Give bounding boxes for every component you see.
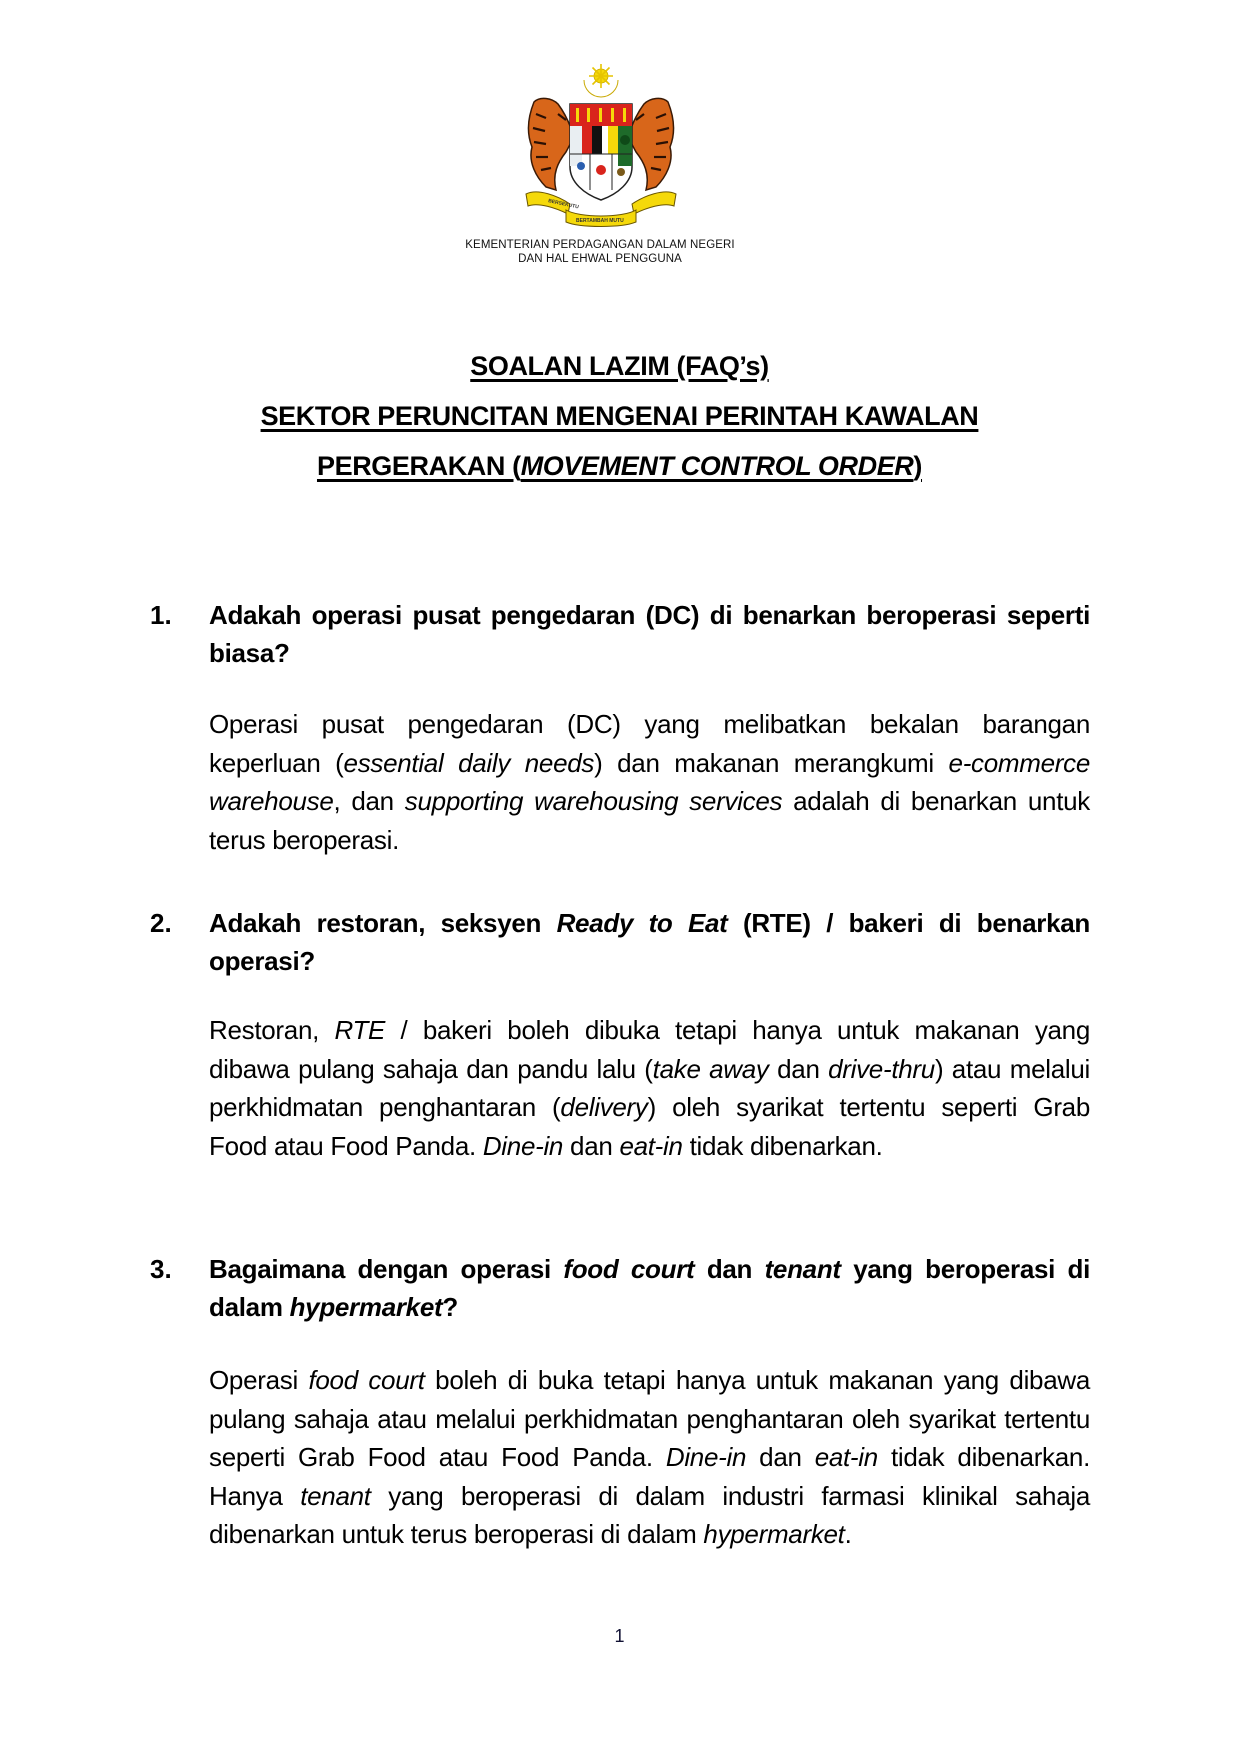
title-line-text <box>470 351 768 381</box>
faq-answer <box>209 705 1090 859</box>
title-line-text <box>317 451 922 481</box>
coat-of-arms-icon <box>518 62 684 228</box>
faq-number: 3. <box>150 1254 172 1284</box>
text-run: tidak dibenarkan. Hanya <box>209 1442 1090 1511</box>
italic-text-run: MOVEMENT CONTROL ORDER <box>520 451 914 481</box>
italic-text-run: e-commerce warehouse <box>209 747 1091 816</box>
italic-text-run: drive-thru <box>828 1053 935 1084</box>
text-run: dan <box>746 1442 815 1472</box>
title-line-text <box>261 401 979 431</box>
text-run: yang beroperasi di dalam industri farmasi klinikal sahaja dibenarkan untuk terus beroperasi di dalam <box>209 1480 1090 1549</box>
text-run: ) atau melalui perkhidmatan penghantaran ( <box>209 1053 1090 1122</box>
text-run: / bakeri boleh dibuka tetapi hanya untuk makanan yang dibawa pulang sahaja dan pandu lalu ( <box>209 1015 1091 1084</box>
ministry-logo-block <box>440 52 760 278</box>
italic-text-run: Ready to Eat <box>556 908 728 938</box>
text-run: , dan <box>333 786 405 816</box>
italic-text-run: tenant <box>300 1480 371 1511</box>
text-run: adalah di benarkan untuk terus beroperasi. <box>209 786 1090 855</box>
text-run: Adakah operasi pusat pengedaran (DC) di benarkan beroperasi seperti biasa? <box>209 600 1090 668</box>
title-line <box>0 448 1239 485</box>
text-run: Bagaimana dengan operasi <box>209 1254 564 1284</box>
italic-text-run: food court <box>563 1254 695 1284</box>
text-run: Operasi <box>209 1365 309 1395</box>
italic-text-run: hypermarket <box>289 1292 443 1322</box>
italic-text-run: hypermarket <box>703 1519 845 1549</box>
italic-text-run: take away <box>652 1053 769 1084</box>
text-run: Operasi pusat pengedaran (DC) yang melibatkan bekalan barangan keperluan ( <box>209 709 1090 778</box>
text-run: ? <box>442 1292 458 1322</box>
title-line <box>0 348 1239 385</box>
italic-text-run: Dine-in <box>665 1442 747 1472</box>
faq-number: 2. <box>150 908 172 938</box>
italic-text-run: food court <box>308 1365 425 1395</box>
text-run: dan <box>563 1130 620 1161</box>
text-run: ) oleh syarikat tertentu seperti Grab Food atau Food Panda. <box>209 1092 1091 1161</box>
faq-answer <box>209 1011 1090 1165</box>
ministry-name-line-2: DAN HAL EHWAL PENGGUNA <box>518 253 682 265</box>
crest-motto-left: BERSEKUTU <box>547 198 580 211</box>
faq-question <box>209 596 1090 672</box>
italic-text-run: supporting warehousing services <box>404 786 783 816</box>
ministry-name-line-1: KEMENTERIAN PERDAGANGAN DALAM NEGERI <box>465 239 735 251</box>
title-line <box>0 398 1239 435</box>
italic-text-run: eat-in <box>619 1130 683 1161</box>
text-run: PERGERAKAN ( <box>316 451 521 481</box>
page-number: 1 <box>614 1626 625 1646</box>
document-title <box>0 348 1239 498</box>
italic-text-run: RTE <box>334 1015 386 1045</box>
text-run: Restoran, <box>209 1015 335 1045</box>
text-run: . <box>844 1519 852 1549</box>
text-run: ) <box>913 451 923 481</box>
italic-text-run: delivery <box>560 1092 648 1122</box>
text-run: yang beroperasi di dalam <box>209 1254 1091 1322</box>
text-run: Adakah restoran, seksyen <box>209 908 557 938</box>
italic-text-run: Dine-in <box>482 1130 564 1161</box>
text-run: dan <box>694 1254 765 1284</box>
text-run: (RTE) / bakeri di benarkan operasi? <box>209 908 1091 976</box>
faq-question <box>209 904 1090 980</box>
italic-text-run: essential daily needs <box>343 747 595 778</box>
text-run: tidak dibenarkan. <box>682 1130 883 1161</box>
faq-answer <box>209 1361 1090 1554</box>
text-run: dan <box>768 1053 829 1084</box>
text-run: boleh di buka tetapi hanya untuk makanan yang dibawa pulang sahaja atau melalui perkhidmatan penghantaran oleh syarikat tertentu seperti Grab Food atau Food Panda. <box>209 1365 1090 1472</box>
faq-question <box>209 1250 1090 1326</box>
italic-text-run: eat-in <box>814 1442 878 1472</box>
crest-motto-center: BERTAMBAH MUTU <box>576 218 624 224</box>
text-run: ) dan makanan merangkumi <box>594 747 949 778</box>
faq-number: 1. <box>150 600 172 630</box>
text-run: SEKTOR PERUNCITAN MENGENAI PERINTAH KAWALAN <box>260 401 979 431</box>
italic-text-run: tenant <box>764 1254 841 1284</box>
text-run: SOALAN LAZIM (FAQ’s) <box>470 351 769 381</box>
